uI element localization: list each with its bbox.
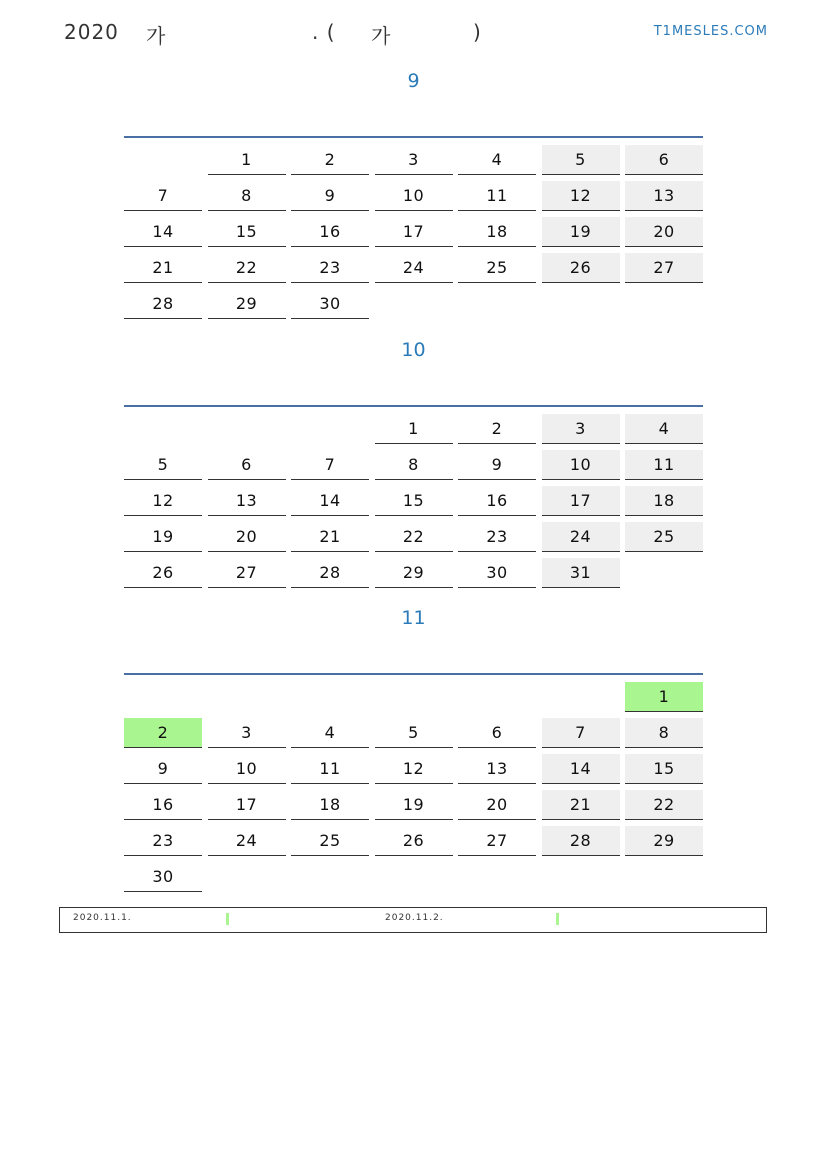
day-cell: 3 [375, 145, 453, 175]
day-cell: 23 [458, 522, 536, 552]
day-cell: 20 [625, 217, 703, 247]
day-cell: 5 [375, 718, 453, 748]
day-cell: 14 [124, 217, 202, 247]
day-cell: 17 [542, 486, 620, 516]
month-title: 11 [401, 607, 426, 629]
day-cell: 4 [291, 718, 369, 748]
day-cell: 28 [542, 826, 620, 856]
day-cell: 16 [124, 790, 202, 820]
day-cell: 1 [208, 145, 286, 175]
day-cell: 30 [458, 558, 536, 588]
day-cell: 13 [625, 181, 703, 211]
day-cell: 25 [458, 253, 536, 283]
day-cell: 18 [458, 217, 536, 247]
legend-date: 2020.11.1. [73, 913, 132, 923]
day-cell: 12 [375, 754, 453, 784]
day-cell: 28 [124, 289, 202, 319]
day-cell: 30 [124, 862, 202, 892]
day-cell: 20 [458, 790, 536, 820]
day-cell: 14 [542, 754, 620, 784]
legend-date: 2020.11.2. [385, 913, 444, 923]
day-cell: 7 [124, 181, 202, 211]
day-cell: 13 [208, 486, 286, 516]
calendar-top-rule [124, 405, 703, 407]
title-separator: . ( [312, 20, 336, 44]
day-cell: 26 [542, 253, 620, 283]
day-cell: 1 [625, 682, 703, 712]
day-cell: 13 [458, 754, 536, 784]
day-cell: 18 [625, 486, 703, 516]
day-cell: 11 [291, 754, 369, 784]
day-cell: 14 [291, 486, 369, 516]
day-cell: 24 [375, 253, 453, 283]
day-cell: 29 [375, 558, 453, 588]
day-cell: 21 [291, 522, 369, 552]
day-cell: 21 [124, 253, 202, 283]
day-cell: 20 [208, 522, 286, 552]
day-cell: 12 [124, 486, 202, 516]
day-cell: 2 [124, 718, 202, 748]
month-title: 9 [407, 70, 420, 92]
day-cell: 4 [625, 414, 703, 444]
month-calendar [124, 673, 703, 886]
day-cell: 17 [208, 790, 286, 820]
day-cell: 7 [291, 450, 369, 480]
day-cell: 22 [208, 253, 286, 283]
day-cell: 6 [625, 145, 703, 175]
title-word: 가 [146, 24, 167, 48]
day-cell: 8 [375, 450, 453, 480]
day-cell: 11 [458, 181, 536, 211]
day-cell: 5 [542, 145, 620, 175]
calendar-top-rule [124, 673, 703, 675]
day-cell: 5 [124, 450, 202, 480]
day-cell: 11 [625, 450, 703, 480]
day-cell: 25 [625, 522, 703, 552]
title-close-paren: ) [473, 20, 482, 44]
day-cell: 17 [375, 217, 453, 247]
day-cell: 6 [208, 450, 286, 480]
day-cell: 10 [375, 181, 453, 211]
day-cell: 15 [625, 754, 703, 784]
title-year: 2020 [64, 20, 119, 44]
day-cell: 22 [375, 522, 453, 552]
day-cell: 28 [291, 558, 369, 588]
day-cell: 15 [208, 217, 286, 247]
day-cell: 4 [458, 145, 536, 175]
day-cell: 9 [458, 450, 536, 480]
day-cell: 16 [458, 486, 536, 516]
day-cell: 3 [208, 718, 286, 748]
day-cell: 31 [542, 558, 620, 588]
day-cell: 9 [291, 181, 369, 211]
day-cell: 10 [542, 450, 620, 480]
site-logo[interactable]: T1MESLES.COM [653, 24, 768, 39]
day-cell: 1 [375, 414, 453, 444]
holiday-marker-icon [226, 913, 229, 925]
day-cell: 15 [375, 486, 453, 516]
day-cell: 19 [124, 522, 202, 552]
day-cell: 16 [291, 217, 369, 247]
month-title: 10 [401, 339, 426, 361]
day-cell: 19 [542, 217, 620, 247]
day-cell: 12 [542, 181, 620, 211]
holiday-marker-icon [556, 913, 559, 925]
day-cell: 22 [625, 790, 703, 820]
title-subword: 가 [371, 24, 392, 48]
day-cell: 23 [124, 826, 202, 856]
day-cell: 29 [625, 826, 703, 856]
day-cell: 8 [208, 181, 286, 211]
day-cell: 27 [625, 253, 703, 283]
day-cell: 2 [291, 145, 369, 175]
day-cell: 6 [458, 718, 536, 748]
day-cell: 3 [542, 414, 620, 444]
day-cell: 21 [542, 790, 620, 820]
day-cell: 24 [542, 522, 620, 552]
day-cell: 9 [124, 754, 202, 784]
day-cell: 26 [375, 826, 453, 856]
day-cell: 24 [208, 826, 286, 856]
day-cell: 25 [291, 826, 369, 856]
month-calendar [124, 405, 703, 582]
day-cell: 8 [625, 718, 703, 748]
day-cell: 18 [291, 790, 369, 820]
day-cell: 27 [458, 826, 536, 856]
page-header [64, 18, 768, 48]
holiday-legend [59, 907, 767, 933]
day-cell: 19 [375, 790, 453, 820]
day-cell: 23 [291, 253, 369, 283]
day-cell: 7 [542, 718, 620, 748]
day-cell: 2 [458, 414, 536, 444]
month-calendar [124, 136, 703, 313]
calendar-top-rule [124, 136, 703, 138]
day-cell: 29 [208, 289, 286, 319]
day-cell: 10 [208, 754, 286, 784]
day-cell: 30 [291, 289, 369, 319]
day-cell: 26 [124, 558, 202, 588]
day-cell: 27 [208, 558, 286, 588]
